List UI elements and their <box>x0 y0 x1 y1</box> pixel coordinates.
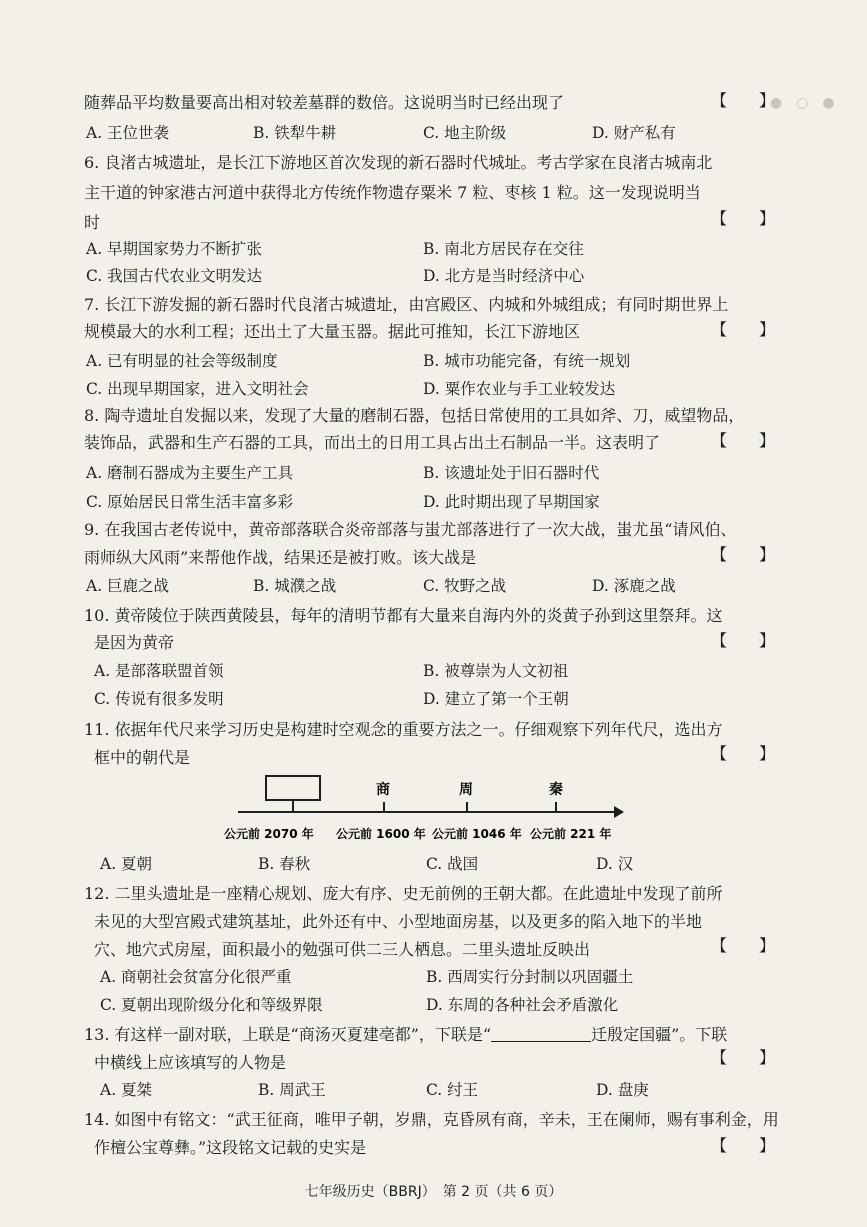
q8-answer-bracket[interactable]: 【 】 <box>711 431 776 450</box>
q10-option-c[interactable]: C. 传说有很多发明 <box>94 690 224 708</box>
q10-answer-bracket[interactable]: 【 】 <box>711 631 776 650</box>
q5-option-a[interactable]: A. 王位世袭 <box>86 124 170 142</box>
q6-option-d[interactable]: D. 北方是当时经济中心 <box>423 267 585 285</box>
q8-stem-line: 装饰品，武器和生产石器的工具，而出土的日用工具占出土石制品一半。这表明了 <box>84 433 661 452</box>
dynasty-label-shang: 商 <box>376 782 390 798</box>
q5-option-c[interactable]: C. 地主阶级 <box>423 124 507 142</box>
q11-option-a[interactable]: A. 夏朝 <box>100 855 153 873</box>
q7-option-c[interactable]: C. 出现早期国家，进入文明社会 <box>86 380 309 398</box>
q10-stem-line: 是因为黄帝 <box>94 633 175 652</box>
q7-answer-bracket[interactable]: 【 】 <box>711 320 776 339</box>
q13-answer-bracket[interactable]: 【 】 <box>711 1048 776 1067</box>
q14-stem-line: 作檀公宝尊彝。”这段铭文记载的史实是 <box>94 1138 367 1157</box>
q14-stem-line: 14. 如图中有铭文：“武王征商，唯甲子朝，岁鼎，克昏夙有商，辛未，王在阑师，赐有事利金，用 <box>84 1110 779 1129</box>
q8-stem-line: 8. 陶寺遗址自发掘以来，发现了大量的磨制石器，包括日常使用的工具如斧、刀，威望物品， <box>84 406 745 425</box>
q5-option-b[interactable]: B. 铁犁牛耕 <box>253 124 337 142</box>
q6-stem-line: 主干道的钟家港古河道中获得北方传统作物遗存粟米 7 粒、枣核 1 粒。这一发现说明当 <box>84 183 701 202</box>
q11-answer-bracket[interactable]: 【 】 <box>711 744 776 763</box>
q11-stem-line: 11. 依据年代尺来学习历史是构建时空观念的重要方法之一。仔细观察下列年代尺，选出方 <box>84 720 723 739</box>
q12-option-a[interactable]: A. 商朝社会贫富分化很严重 <box>100 968 292 986</box>
q13-stem-line: 中横线上应该填写的人物是 <box>94 1053 287 1072</box>
q10-option-a[interactable]: A. 是部落联盟首领 <box>94 662 224 680</box>
q13-stem-line <box>84 1023 727 1047</box>
q6-option-b[interactable]: B. 南北方居民存在交往 <box>423 240 584 258</box>
q12-answer-bracket[interactable]: 【 】 <box>711 936 776 955</box>
q8-option-b[interactable]: B. 该遗址处于旧石器时代 <box>423 464 600 482</box>
timeline-figure <box>220 770 630 845</box>
q13-option-d[interactable]: D. 盘庚 <box>596 1081 649 1099</box>
q12-option-c[interactable]: C. 夏朝出现阶级分化和等级界限 <box>100 996 323 1014</box>
dynasty-label-zhou: 周 <box>459 782 473 798</box>
q6-stem-line: 6. 良渚古城遗址，是长江下游地区首次发现的新石器时代城址。考古学家在良渚古城南北 <box>84 153 713 172</box>
q9-option-c[interactable]: C. 牧野之战 <box>423 577 507 595</box>
q5-line: 随葬品平均数量要高出相对较差墓群的数倍。这说明当时已经出现了 <box>84 93 565 112</box>
q11-option-d[interactable]: D. 汉 <box>596 855 634 873</box>
q6-answer-bracket[interactable]: 【 】 <box>711 209 776 228</box>
q13-option-b[interactable]: B. 周武王 <box>258 1081 326 1099</box>
q10-option-d[interactable]: D. 建立了第一个王朝 <box>423 690 569 708</box>
q13-stem-part2: 迁殷定国疆”。下联 <box>591 1025 728 1044</box>
q8-option-d[interactable]: D. 此时期出现了早期国家 <box>423 493 600 511</box>
timeline-arrow <box>614 806 624 818</box>
q13-option-c[interactable]: C. 纣王 <box>426 1081 479 1099</box>
q9-answer-bracket[interactable]: 【 】 <box>711 545 776 564</box>
blank-dynasty-box <box>266 776 320 800</box>
q7-option-a[interactable]: A. 已有明显的社会等级制度 <box>86 352 278 370</box>
q8-option-c[interactable]: C. 原始居民日常生活丰富多彩 <box>86 493 294 511</box>
q10-stem-line: 10. 黄帝陵位于陕西黄陵县，每年的清明节都有大量来自海内外的炎黄子孙到这里祭拜。这 <box>84 606 723 625</box>
q11-stem-line: 框中的朝代是 <box>94 748 191 767</box>
q8-option-a[interactable]: A. 磨制石器成为主要生产工具 <box>86 464 294 482</box>
q7-option-d[interactable]: D. 粟作农业与手工业较发达 <box>423 380 616 398</box>
date-label: 公元前 1600 年 <box>336 827 426 841</box>
q7-stem-line: 规模最大的水利工程；还出土了大量玉器。据此可推知，长江下游地区 <box>84 322 581 341</box>
q13-stem-part1: 13. 有这样一副对联，上联是“商汤灭夏建亳都”，下联是“ <box>84 1025 492 1044</box>
q7-stem-line: 7. 长江下游发掘的新石器时代良渚古城遗址，由宫殿区、内城和外城组成；有同时期世界上 <box>84 295 729 314</box>
q12-option-d[interactable]: D. 东周的各种社会矛盾激化 <box>426 996 619 1014</box>
q12-stem-line: 12. 二里头遗址是一座精心规划、庞大有序、史无前例的王朝大都。在此遗址中发现了前所 <box>84 884 723 903</box>
q11-option-c[interactable]: C. 战国 <box>426 855 479 873</box>
q9-option-b[interactable]: B. 城濮之战 <box>253 577 337 595</box>
q9-stem-line: 9. 在我国古老传说中，黄帝部落联合炎帝部落与蚩尤部落进行了一次大战，蚩尤虽“请风伯、 <box>84 520 737 539</box>
q12-stem-line: 穴、地穴式房屋，面积最小的勉强可供二三人栖息。二里头遗址反映出 <box>94 940 591 959</box>
q9-stem-line: 雨师纵大风雨”来帮他作战，结果还是被打败。该大战是 <box>84 548 477 567</box>
bleed-through-decoration: ● ○ ● <box>770 95 835 111</box>
q13-option-a[interactable]: A. 夏桀 <box>100 1081 153 1099</box>
date-label: 公元前 221 年 <box>530 827 612 841</box>
page-footer: 七年级历史（BBRJ） 第 2 页（共 6 页） <box>304 1184 563 1200</box>
q6-option-a[interactable]: A. 早期国家势力不断扩张 <box>86 240 263 258</box>
date-label: 公元前 1046 年 <box>432 827 522 841</box>
date-label: 公元前 2070 年 <box>224 827 314 841</box>
q6-option-c[interactable]: C. 我国古代农业文明发达 <box>86 267 263 285</box>
q7-option-b[interactable]: B. 城市功能完备，有统一规划 <box>423 352 631 370</box>
q9-option-a[interactable]: A. 巨鹿之战 <box>86 577 170 595</box>
q5-answer-bracket[interactable]: 【 】 <box>711 91 776 110</box>
q10-option-b[interactable]: B. 被尊崇为人文初祖 <box>423 662 569 680</box>
q6-stem-line: 时 <box>84 213 101 232</box>
q9-option-d[interactable]: D. 涿鹿之战 <box>592 577 676 595</box>
q13-fill-blank[interactable] <box>491 1023 591 1042</box>
dynasty-label-qin: 秦 <box>549 782 563 798</box>
q5-option-d[interactable]: D. 财产私有 <box>592 124 676 142</box>
q11-option-b[interactable]: B. 春秋 <box>258 855 311 873</box>
q12-stem-line: 未见的大型宫殿式建筑基址，此外还有中、小型地面房基，以及更多的陷入地下的半地 <box>94 912 703 931</box>
q14-answer-bracket[interactable]: 【 】 <box>711 1136 776 1155</box>
q12-option-b[interactable]: B. 西周实行分封制以巩固疆土 <box>426 968 634 986</box>
